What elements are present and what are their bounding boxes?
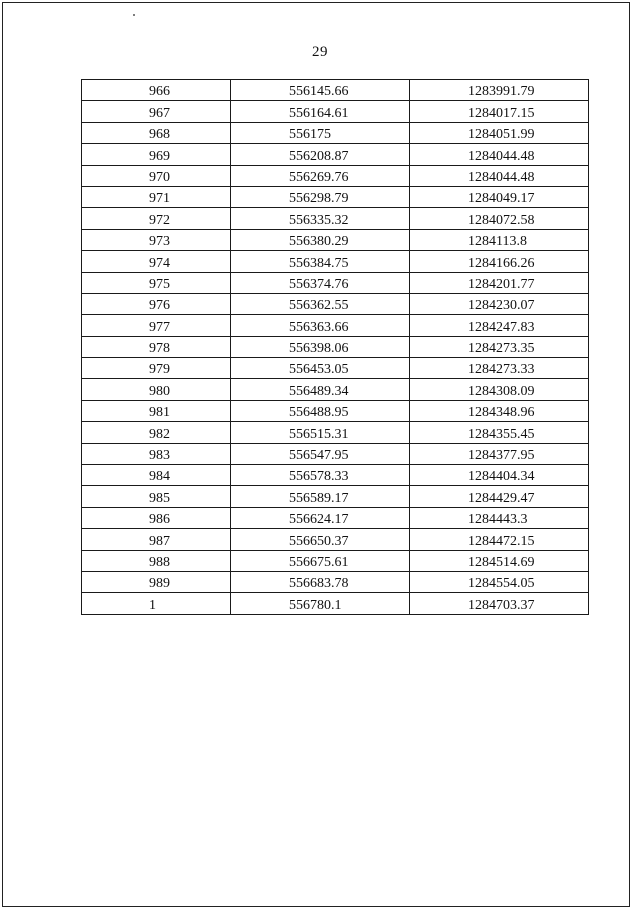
table-row	[82, 293, 589, 314]
y-coordinate-cell: 1284472.15	[410, 529, 589, 550]
y-coordinate-cell: 1284049.17	[410, 186, 589, 207]
x-coordinate-cell: 556363.66	[231, 315, 410, 336]
x-coordinate-cell: 556624.17	[231, 507, 410, 528]
x-coordinate-cell: 556164.61	[231, 101, 410, 122]
y-coordinate-cell: 1284554.05	[410, 571, 589, 592]
y-coordinate-cell: 1284308.09	[410, 379, 589, 400]
table-row	[82, 571, 589, 592]
table-row	[82, 443, 589, 464]
table-row	[82, 486, 589, 507]
point-number-cell: 979	[82, 358, 231, 379]
y-coordinate-cell: 1284348.96	[410, 400, 589, 421]
table-row	[82, 465, 589, 486]
y-coordinate-cell: 1284355.45	[410, 422, 589, 443]
point-number-cell: 967	[82, 101, 231, 122]
scan-speck	[133, 14, 135, 16]
x-coordinate-cell: 556384.75	[231, 251, 410, 272]
table-row	[82, 315, 589, 336]
point-number-cell: 973	[82, 229, 231, 250]
x-coordinate-cell: 556298.79	[231, 186, 410, 207]
y-coordinate-cell: 1284166.26	[410, 251, 589, 272]
y-coordinate-cell: 1284230.07	[410, 293, 589, 314]
point-number-cell: 984	[82, 465, 231, 486]
x-coordinate-cell: 556675.61	[231, 550, 410, 571]
table-row	[82, 272, 589, 293]
table-row	[82, 122, 589, 143]
y-coordinate-cell: 1284017.15	[410, 101, 589, 122]
table-row	[82, 80, 589, 101]
x-coordinate-cell: 556578.33	[231, 465, 410, 486]
x-coordinate-cell: 556380.29	[231, 229, 410, 250]
table-row	[82, 144, 589, 165]
point-number-cell: 971	[82, 186, 231, 207]
x-coordinate-cell: 556175	[231, 122, 410, 143]
y-coordinate-cell: 1284429.47	[410, 486, 589, 507]
x-coordinate-cell: 556362.55	[231, 293, 410, 314]
table-row	[82, 529, 589, 550]
table-row	[82, 165, 589, 186]
table-row	[82, 422, 589, 443]
coordinates-table-body	[82, 80, 589, 615]
point-number-cell: 969	[82, 144, 231, 165]
y-coordinate-cell: 1283991.79	[410, 80, 589, 101]
y-coordinate-cell: 1284201.77	[410, 272, 589, 293]
y-coordinate-cell: 1284377.95	[410, 443, 589, 464]
point-number-cell: 977	[82, 315, 231, 336]
y-coordinate-cell: 1284247.83	[410, 315, 589, 336]
page-number: 29	[312, 44, 328, 60]
y-coordinate-cell: 1284273.33	[410, 358, 589, 379]
point-number-cell: 972	[82, 208, 231, 229]
y-coordinate-cell: 1284072.58	[410, 208, 589, 229]
point-number-cell: 981	[82, 400, 231, 421]
point-number-cell: 987	[82, 529, 231, 550]
y-coordinate-cell: 1284514.69	[410, 550, 589, 571]
table-row	[82, 336, 589, 357]
y-coordinate-cell: 1284051.99	[410, 122, 589, 143]
x-coordinate-cell: 556374.76	[231, 272, 410, 293]
point-number-cell: 980	[82, 379, 231, 400]
table-row	[82, 379, 589, 400]
point-number-cell: 978	[82, 336, 231, 357]
y-coordinate-cell: 1284404.34	[410, 465, 589, 486]
y-coordinate-cell: 1284044.48	[410, 165, 589, 186]
table-row	[82, 507, 589, 528]
x-coordinate-cell: 556489.34	[231, 379, 410, 400]
point-number-cell: 989	[82, 571, 231, 592]
point-number-cell: 970	[82, 165, 231, 186]
table-row	[82, 186, 589, 207]
y-coordinate-cell: 1284703.37	[410, 593, 589, 614]
point-number-cell: 975	[82, 272, 231, 293]
point-number-cell: 1	[82, 593, 231, 614]
table-row	[82, 593, 589, 614]
point-number-cell: 986	[82, 507, 231, 528]
point-number-cell: 983	[82, 443, 231, 464]
point-number-cell: 982	[82, 422, 231, 443]
point-number-cell: 974	[82, 251, 231, 272]
x-coordinate-cell: 556269.76	[231, 165, 410, 186]
x-coordinate-cell: 556398.06	[231, 336, 410, 357]
table-row	[82, 101, 589, 122]
x-coordinate-cell: 556547.95	[231, 443, 410, 464]
x-coordinate-cell: 556335.32	[231, 208, 410, 229]
x-coordinate-cell: 556145.66	[231, 80, 410, 101]
y-coordinate-cell: 1284113.8	[410, 229, 589, 250]
x-coordinate-cell: 556208.87	[231, 144, 410, 165]
x-coordinate-cell: 556683.78	[231, 571, 410, 592]
x-coordinate-cell: 556650.37	[231, 529, 410, 550]
coordinates-table	[81, 79, 589, 615]
point-number-cell: 966	[82, 80, 231, 101]
table-row	[82, 229, 589, 250]
y-coordinate-cell: 1284273.35	[410, 336, 589, 357]
point-number-cell: 988	[82, 550, 231, 571]
x-coordinate-cell: 556515.31	[231, 422, 410, 443]
point-number-cell: 985	[82, 486, 231, 507]
table-row	[82, 400, 589, 421]
y-coordinate-cell: 1284443.3	[410, 507, 589, 528]
point-number-cell: 976	[82, 293, 231, 314]
table-row	[82, 251, 589, 272]
table-row	[82, 358, 589, 379]
x-coordinate-cell: 556453.05	[231, 358, 410, 379]
point-number-cell: 968	[82, 122, 231, 143]
x-coordinate-cell: 556488.95	[231, 400, 410, 421]
x-coordinate-cell: 556589.17	[231, 486, 410, 507]
table-row	[82, 550, 589, 571]
table-row	[82, 208, 589, 229]
x-coordinate-cell: 556780.1	[231, 593, 410, 614]
y-coordinate-cell: 1284044.48	[410, 144, 589, 165]
